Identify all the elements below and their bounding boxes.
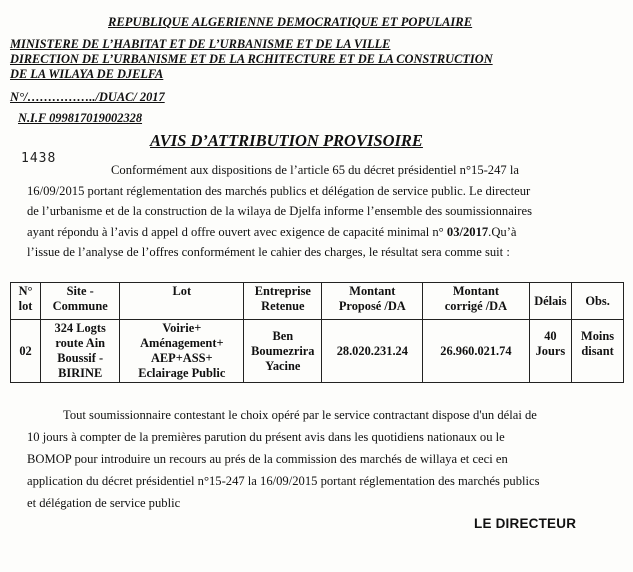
republic-heading: REPUBLIQUE ALGERIENNE DEMOCRATIQUE ET POPULAIRE — [108, 15, 473, 29]
header-montant-corrige: Montant corrigé /DA — [423, 283, 529, 320]
intro-line-4-tail: .Qu’à — [488, 224, 517, 239]
header-delais: Délais — [529, 283, 572, 320]
direction-line-2: DE LA WILAYA DE DJELFA — [10, 67, 164, 81]
cell-montant-corrige: 26.960.021.74 — [423, 320, 529, 383]
intro-paragraph — [27, 160, 601, 263]
table-header-row — [11, 283, 624, 320]
cell-delais: 40 Jours — [529, 320, 572, 383]
cell-obs: Moins disant — [572, 320, 624, 383]
intro-line-4-text: ayant répondu à l’avis d appel d offre ouvert avec exigence de capacité minimal n° — [27, 224, 444, 239]
cell-montant-propose: 28.020.231.24 — [322, 320, 423, 383]
closing-paragraph — [27, 404, 612, 514]
reference-number: N°/……………../DUAC/ 2017 — [10, 90, 165, 104]
cell-site: 324 Logts route Ain Boussif - BIRINE — [41, 320, 120, 383]
header-montant-propose: Montant Proposé /DA — [322, 283, 423, 320]
handwritten-number: 1438 — [21, 151, 57, 166]
intro-line-4 — [27, 222, 601, 243]
closing-line-1: Tout soumissionnaire contestant le choix opéré par le service contractant dispose d'un délai de — [63, 408, 537, 422]
closing-line-5: et délégation de service public — [27, 496, 181, 510]
ministry-line: MINISTERE DE L’HABITAT ET DE L’URBANISME ET DE LA VILLE — [10, 37, 391, 51]
nif-number: N.I.F 099817019002328 — [18, 111, 143, 125]
cell-lot-number: 02 — [11, 320, 41, 383]
intro-line-1: Conformément aux dispositions de l’article 65 du décret présidentiel n°15-247 la — [111, 163, 519, 177]
closing-line-3: BOMOP pour introduire un recours au prés de la commission des marchés de willaya et ceci en — [27, 452, 508, 466]
header-obs: Obs. — [572, 283, 624, 320]
offer-reference: 03/2017 — [446, 224, 489, 239]
result-table — [10, 282, 624, 383]
header-site: Site - Commune — [41, 283, 120, 320]
cell-lot: Voirie+ Aménagement+ AEP+ASS+ Eclairage Public — [120, 320, 244, 383]
intro-line-5: l’issue de l’analyse de l’offres conformément le cahier des charges, le résultat sera comme suit : — [27, 245, 510, 259]
header-lot: Lot — [120, 283, 244, 320]
closing-line-4: application du décret présidentiel n°15-247 la 16/09/2015 portant réglementation des marchés publics — [27, 474, 540, 488]
header-entreprise: Entreprise Retenue — [244, 283, 322, 320]
closing-line-2: 10 jours à compter de la premières parution du présent avis dans les quotidiens nationaux ou le — [27, 430, 505, 444]
table-row — [11, 320, 624, 383]
cell-entreprise: Ben Boumezrira Yacine — [244, 320, 322, 383]
intro-line-2: 16/09/2015 portant réglementation des marchés publics et délégation de service public. Le directeur — [27, 183, 531, 198]
signature-director: LE DIRECTEUR — [474, 516, 577, 531]
intro-line-3: de l’urbanisme et de la construction de la wilaya de Djelfa informe l’ensemble des soumissionnaires — [27, 204, 532, 218]
header-lot-number: N° lot — [11, 283, 41, 320]
document-title: AVIS D’ATTRIBUTION PROVISOIRE — [150, 131, 423, 150]
direction-line-1: DIRECTION DE L’URBANISME ET DE LA RCHITECTURE ET DE LA CONSTRUCTION — [10, 52, 493, 66]
